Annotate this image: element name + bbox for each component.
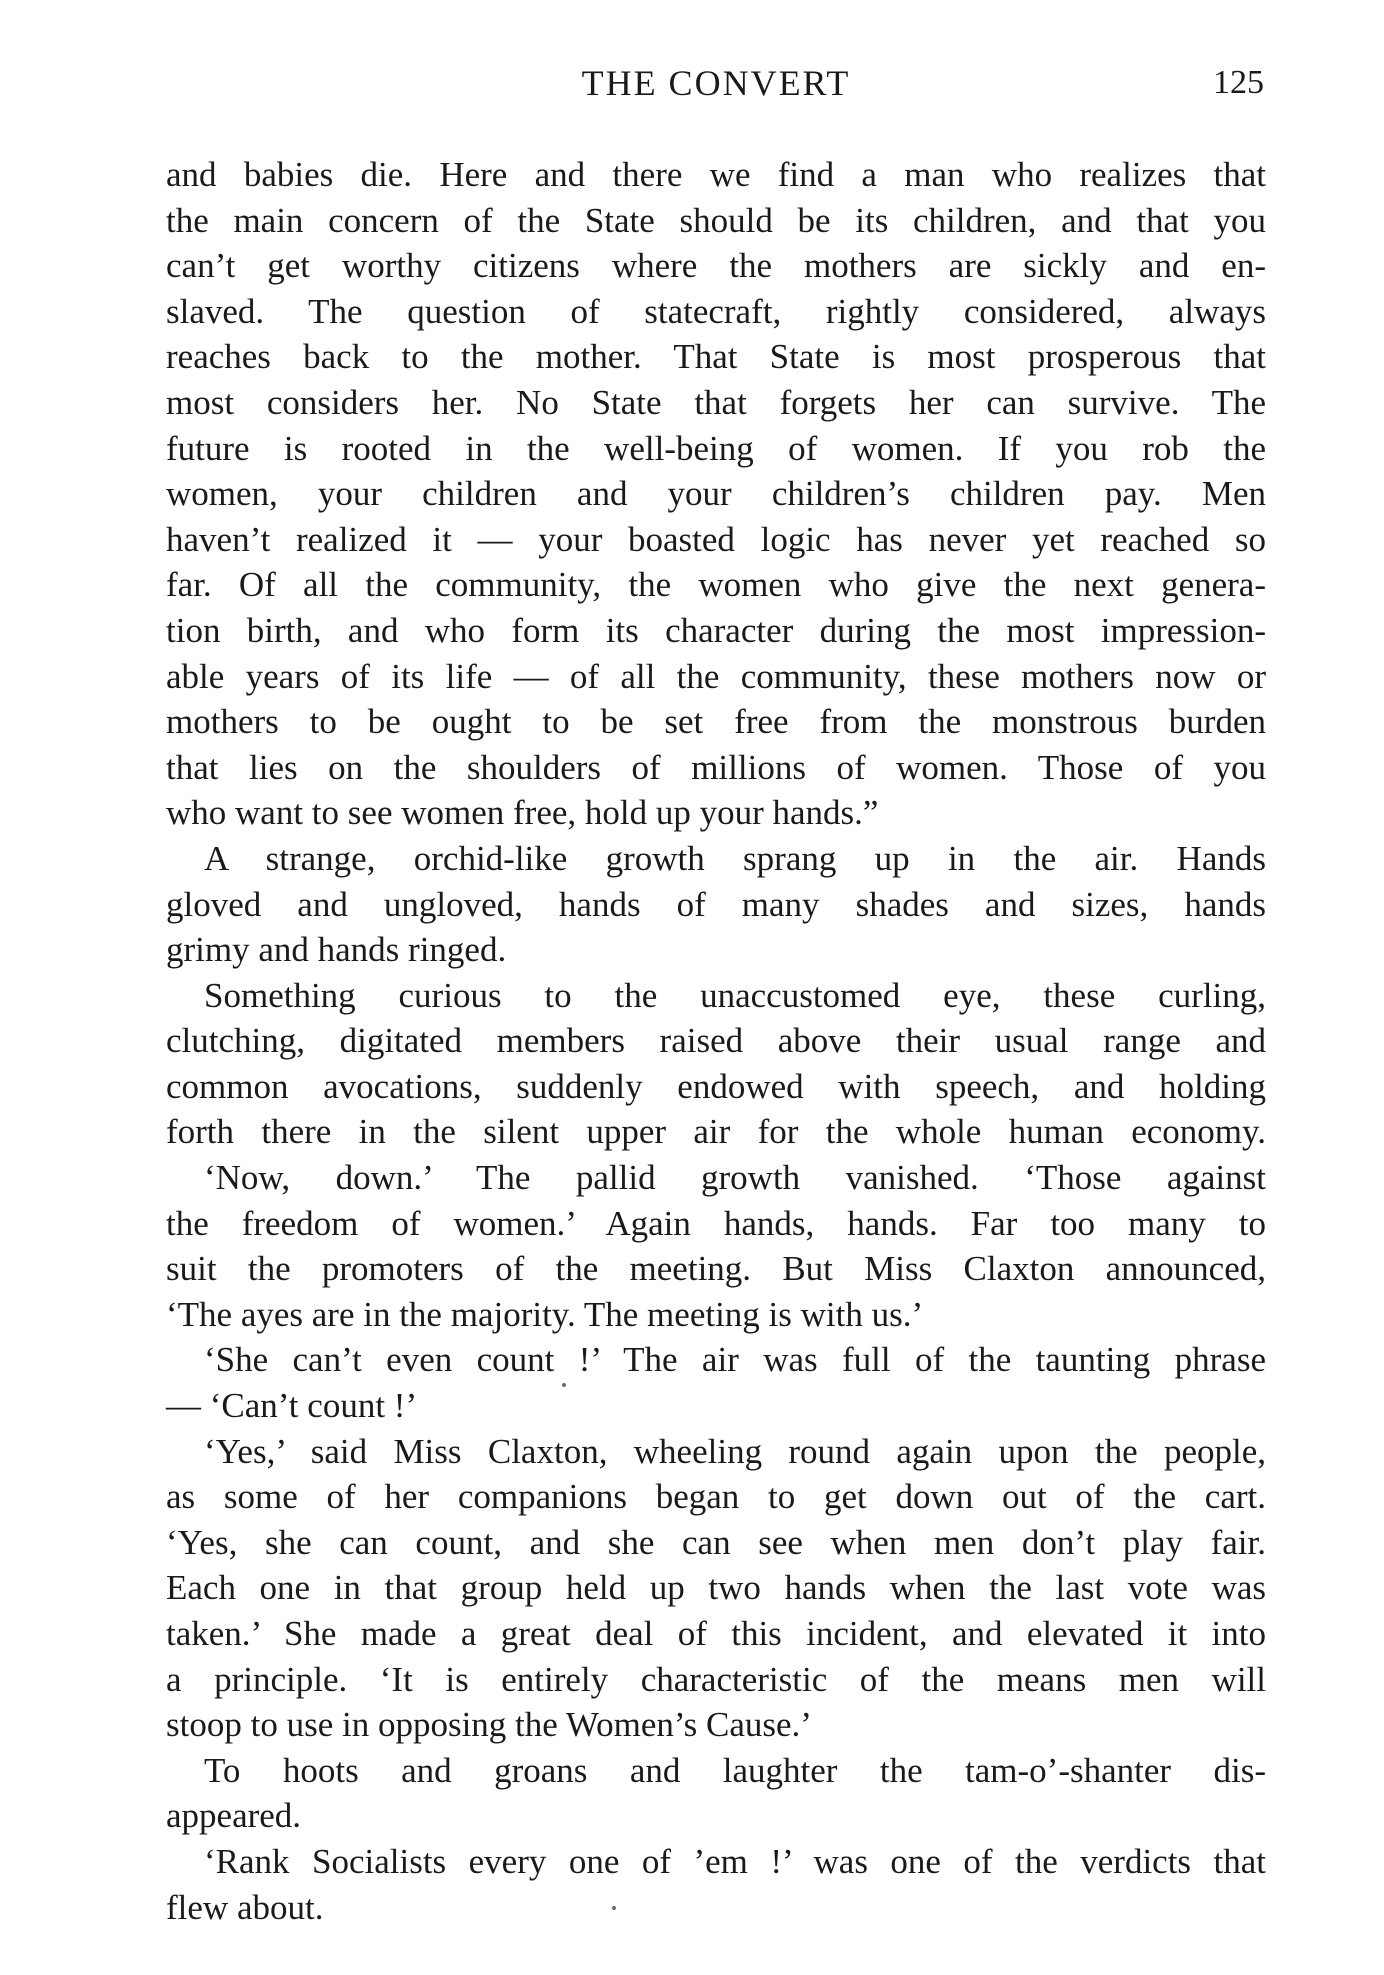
text-line: as some of her companions began to get down out of the cart. — [166, 1477, 1266, 1517]
text-line: clutching, digitated members raised above their usual range and — [166, 1021, 1266, 1061]
text-line: Each one in that group held up two hands when the last vote was — [166, 1568, 1266, 1608]
text-line: To hoots and groans and laughter the tam-o’-shanter dis- — [204, 1750, 1266, 1790]
text-line: ‘The ayes are in the majority. The meeting is with us.’ — [166, 1294, 924, 1334]
paragraph — [166, 1337, 1266, 1428]
text-line: haven’t realized it — your boasted logic has never yet reached so — [166, 519, 1266, 559]
page-number: 125 — [1213, 64, 1264, 101]
text-line: slaved. The question of statecraft, rightly considered, always — [166, 291, 1266, 331]
text-line: ‘Rank Socialists every one of ’em !’ was one of the verdicts that — [204, 1841, 1266, 1881]
text-line: able years of its life — of all the community, these mothers now or — [166, 656, 1266, 696]
paragraph — [166, 1429, 1266, 1748]
running-head — [168, 58, 1264, 108]
text-line: far. Of all the community, the women who give the next genera- — [166, 565, 1266, 605]
text-line: grimy and hands ringed. — [166, 930, 507, 970]
body-text — [166, 152, 1266, 1930]
text-line: suit the promoters of the meeting. But Miss Claxton announced, — [166, 1249, 1266, 1289]
text-line: appeared. — [166, 1796, 302, 1836]
text-line: women, your children and your children’s children pay. Men — [166, 474, 1266, 514]
text-line: common avocations, suddenly endowed with speech, and holding — [166, 1066, 1266, 1106]
text-line: flew about. — [166, 1887, 324, 1927]
text-line: most considers her. No State that forgets her can survive. The — [166, 382, 1266, 422]
text-line: can’t get worthy citizens where the mothers are sickly and en- — [166, 246, 1266, 286]
text-line: and babies die. Here and there we find a man who realizes that — [166, 155, 1266, 194]
text-line: the main concern of the State should be its children, and that you — [166, 200, 1266, 240]
text-line: stoop to use in opposing the Women’s Cause.’ — [166, 1705, 812, 1745]
text-line: taken.’ She made a great deal of this incident, and elevated it into — [166, 1614, 1266, 1653]
text-line: A strange, orchid-like growth sprang up in the air. Hands — [204, 838, 1266, 878]
text-line: future is rooted in the well-being of women. If you rob the — [166, 428, 1266, 468]
text-line: who want to see women free, hold up your hands.” — [166, 793, 879, 833]
text-line: gloved and ungloved, hands of many shades and sizes, hands — [166, 884, 1266, 924]
text-line: mothers to be ought to be set free from the monstrous burden — [166, 702, 1266, 742]
paragraph — [166, 1155, 1266, 1337]
text-line: a principle. ‘It is entirely characteristic of the means men will — [166, 1659, 1266, 1699]
text-line: forth there in the silent upper air for the whole human economy. — [166, 1112, 1266, 1152]
paragraph — [166, 1839, 1266, 1930]
paragraph — [166, 152, 1266, 836]
text-line: Something curious to the unaccustomed eye, these curling, — [204, 975, 1266, 1015]
running-title: THE CONVERT — [581, 63, 851, 103]
ink-speck — [562, 1383, 566, 1387]
text-line: reaches back to the mother. That State is most prosperous that — [166, 337, 1266, 377]
text-line: ‘She can’t even count !’ The air was full of the taunting phrase — [204, 1340, 1266, 1380]
text-line: ‘Yes,’ said Miss Claxton, wheeling round again upon the people, — [204, 1431, 1266, 1471]
ink-speck — [612, 1906, 616, 1910]
paragraph — [166, 836, 1266, 973]
text-line: that lies on the shoulders of millions of women. Those of you — [166, 747, 1266, 787]
paragraph — [166, 973, 1266, 1155]
text-line: ‘Yes, she can count, and she can see when men don’t play fair. — [166, 1522, 1266, 1562]
paragraph — [166, 1748, 1266, 1839]
text-line: tion birth, and who form its character during the most impression- — [166, 610, 1266, 650]
text-line: the freedom of women.’ Again hands, hands. Far too many to — [166, 1203, 1266, 1243]
text-line: — ‘Can’t count !’ — [166, 1386, 418, 1426]
text-line: ‘Now, down.’ The pallid growth vanished. ‘Those against — [204, 1158, 1266, 1198]
